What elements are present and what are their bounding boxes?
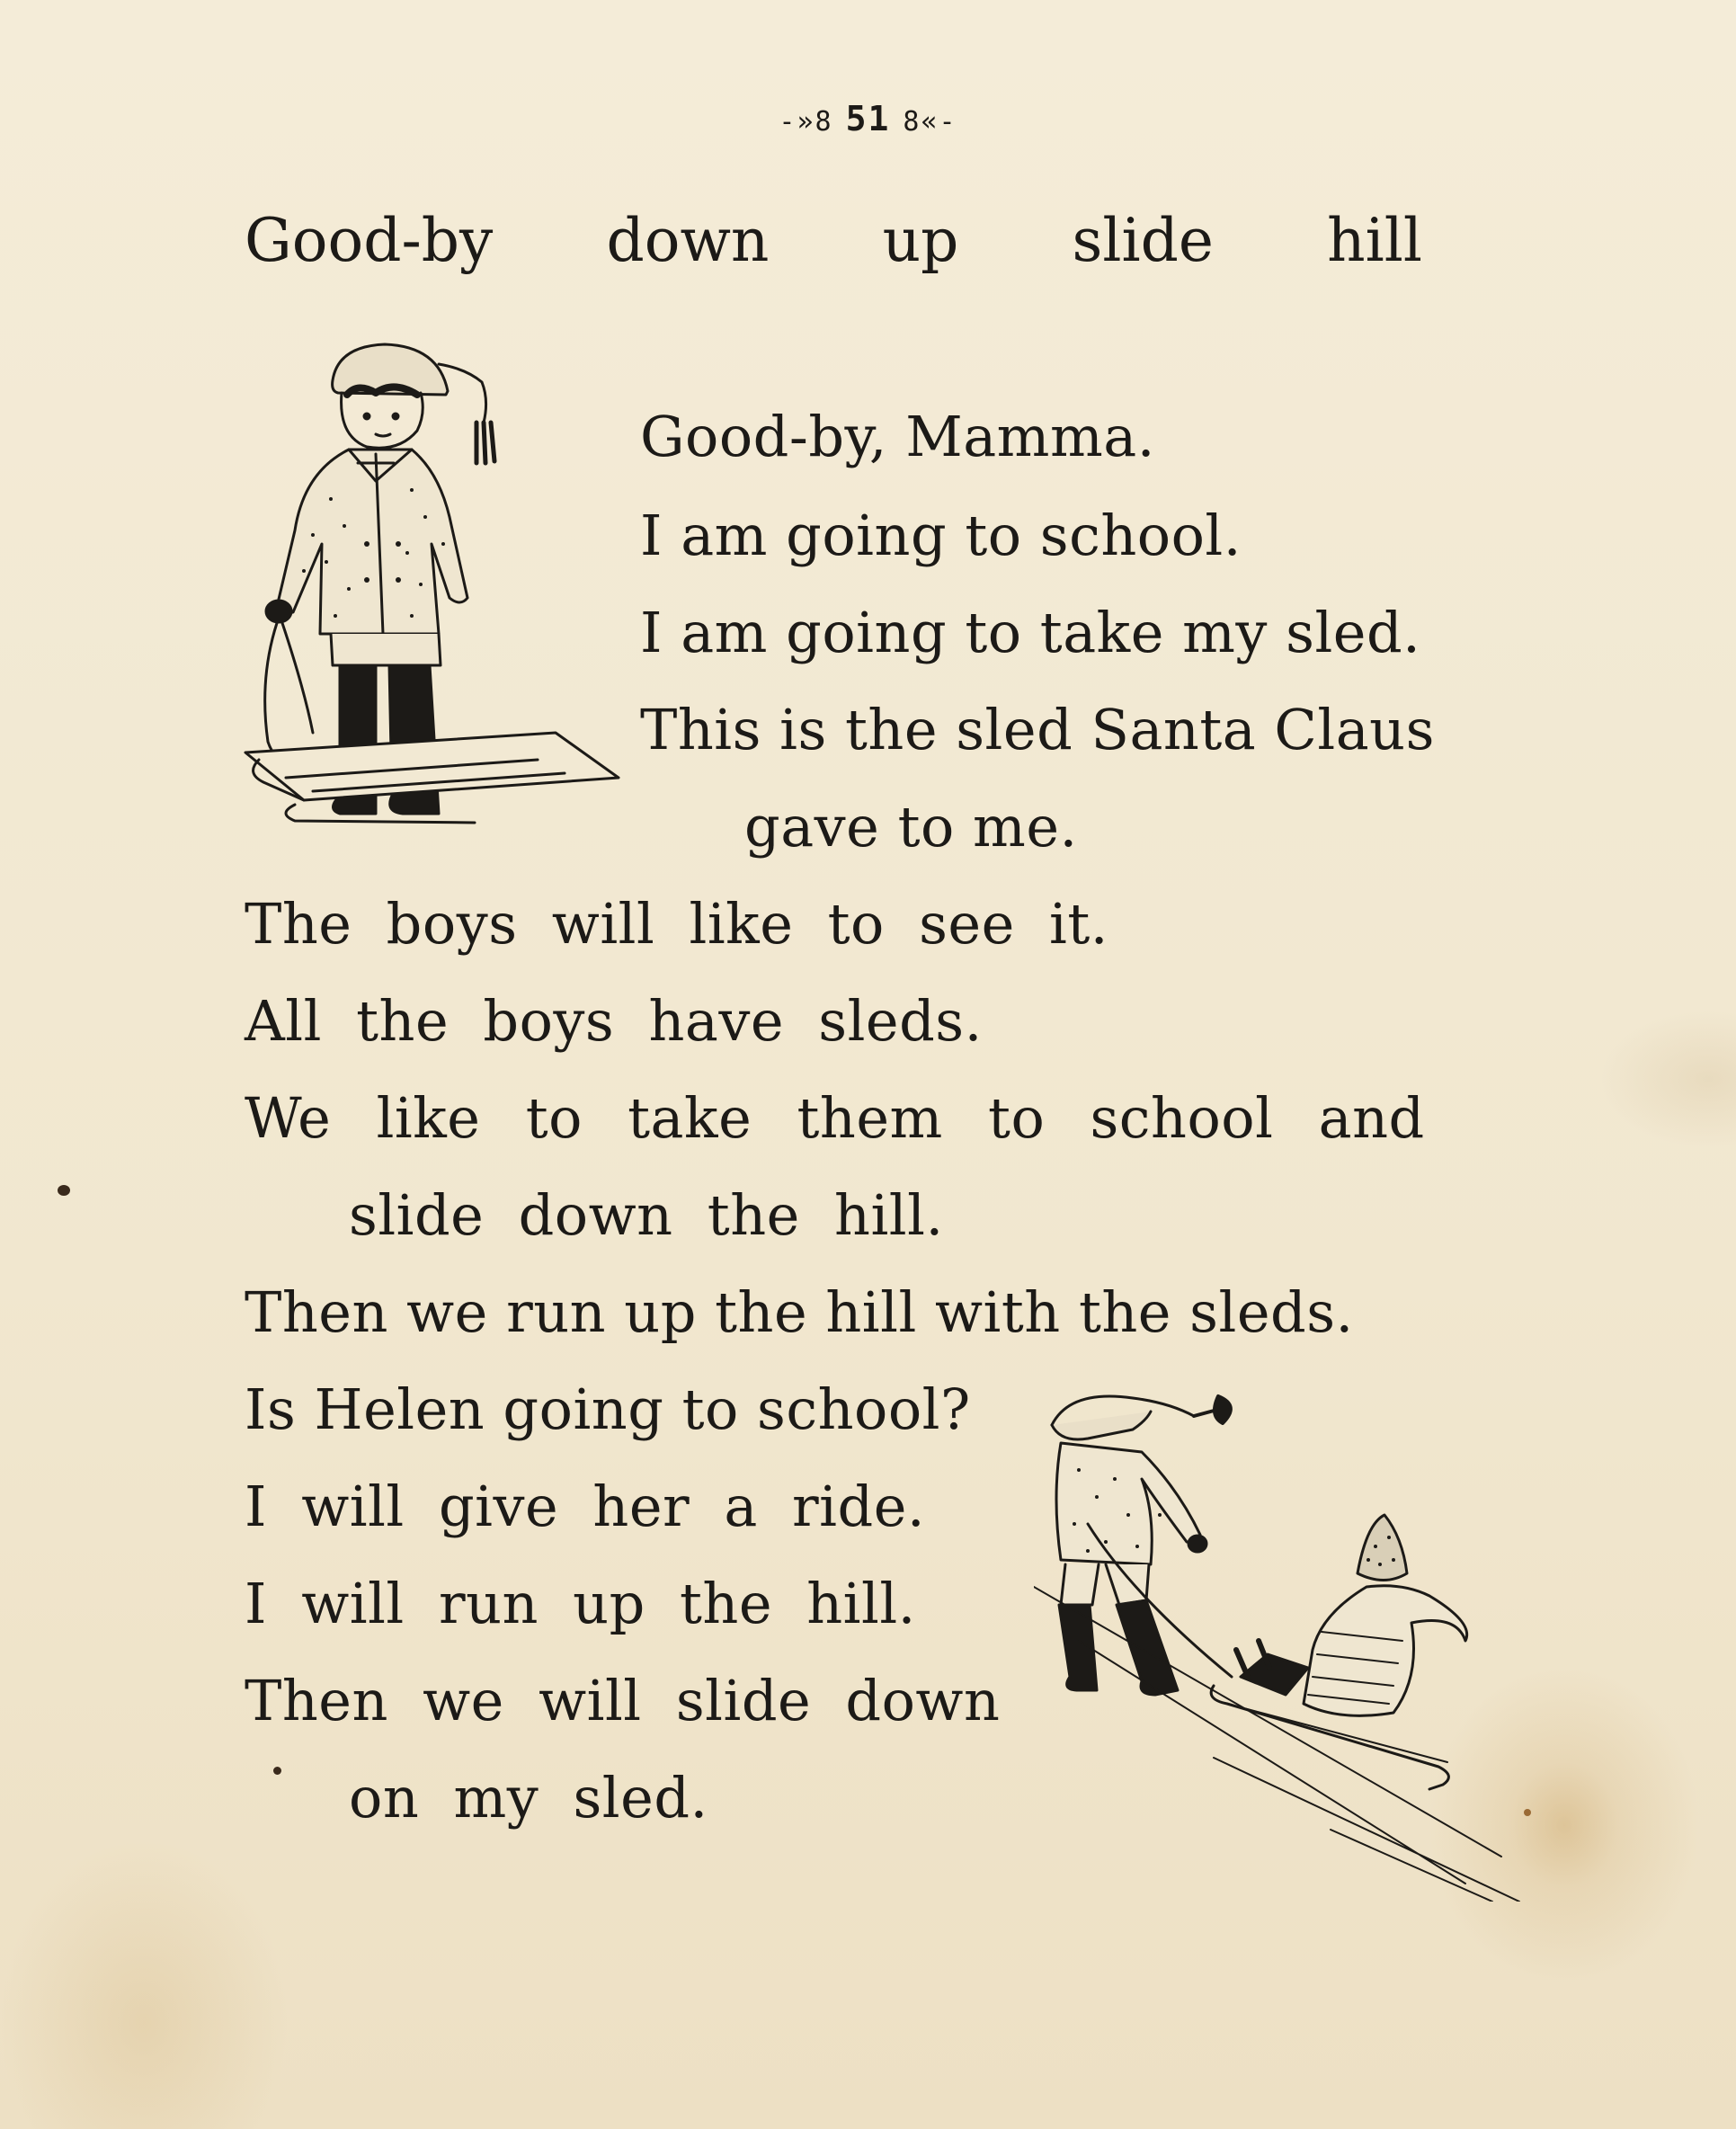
vocab-word: up bbox=[882, 206, 959, 275]
paper-spot bbox=[273, 1767, 281, 1775]
vocab-word: slide bbox=[1072, 206, 1214, 275]
text-line: on my sled. bbox=[349, 1765, 708, 1831]
text-line: Then we run up the hill with the sleds. bbox=[245, 1279, 1354, 1345]
text-line: All the boys have sleds. bbox=[245, 988, 983, 1054]
ornament-right: 8«- bbox=[903, 106, 957, 138]
vocab-word: down bbox=[606, 206, 770, 275]
text-line: This is the sled Santa Claus bbox=[640, 697, 1435, 762]
text-line: We like to take them to school and bbox=[245, 1085, 1425, 1151]
text-line: I will run up the hill. bbox=[245, 1571, 916, 1636]
paper-spot bbox=[58, 1185, 70, 1196]
text-line: Then we will slide down bbox=[245, 1668, 1001, 1733]
text-line: slide down the hill. bbox=[349, 1182, 944, 1248]
text-line: gave to me. bbox=[744, 794, 1078, 860]
page-number bbox=[0, 99, 1736, 138]
text-line: The boys will like to see it. bbox=[245, 891, 1108, 957]
text-line: Is Helen going to school? bbox=[245, 1376, 971, 1442]
ornament-left: -»8 bbox=[779, 106, 833, 138]
text-line: Good-by, Mamma. bbox=[640, 404, 1155, 469]
vocab-word: Good-by bbox=[245, 206, 494, 275]
text-line: I will give her a ride. bbox=[245, 1474, 926, 1539]
vocab-word: hill bbox=[1327, 206, 1422, 275]
page-number-value: 51 bbox=[845, 99, 891, 138]
vocabulary-list bbox=[245, 205, 1422, 277]
boy-pulling-sled-illustration bbox=[1034, 1380, 1537, 1902]
boy-with-sled-illustration bbox=[241, 337, 628, 841]
text-line: I am going to school. bbox=[640, 503, 1242, 568]
text-line: I am going to take my sled. bbox=[640, 600, 1421, 665]
